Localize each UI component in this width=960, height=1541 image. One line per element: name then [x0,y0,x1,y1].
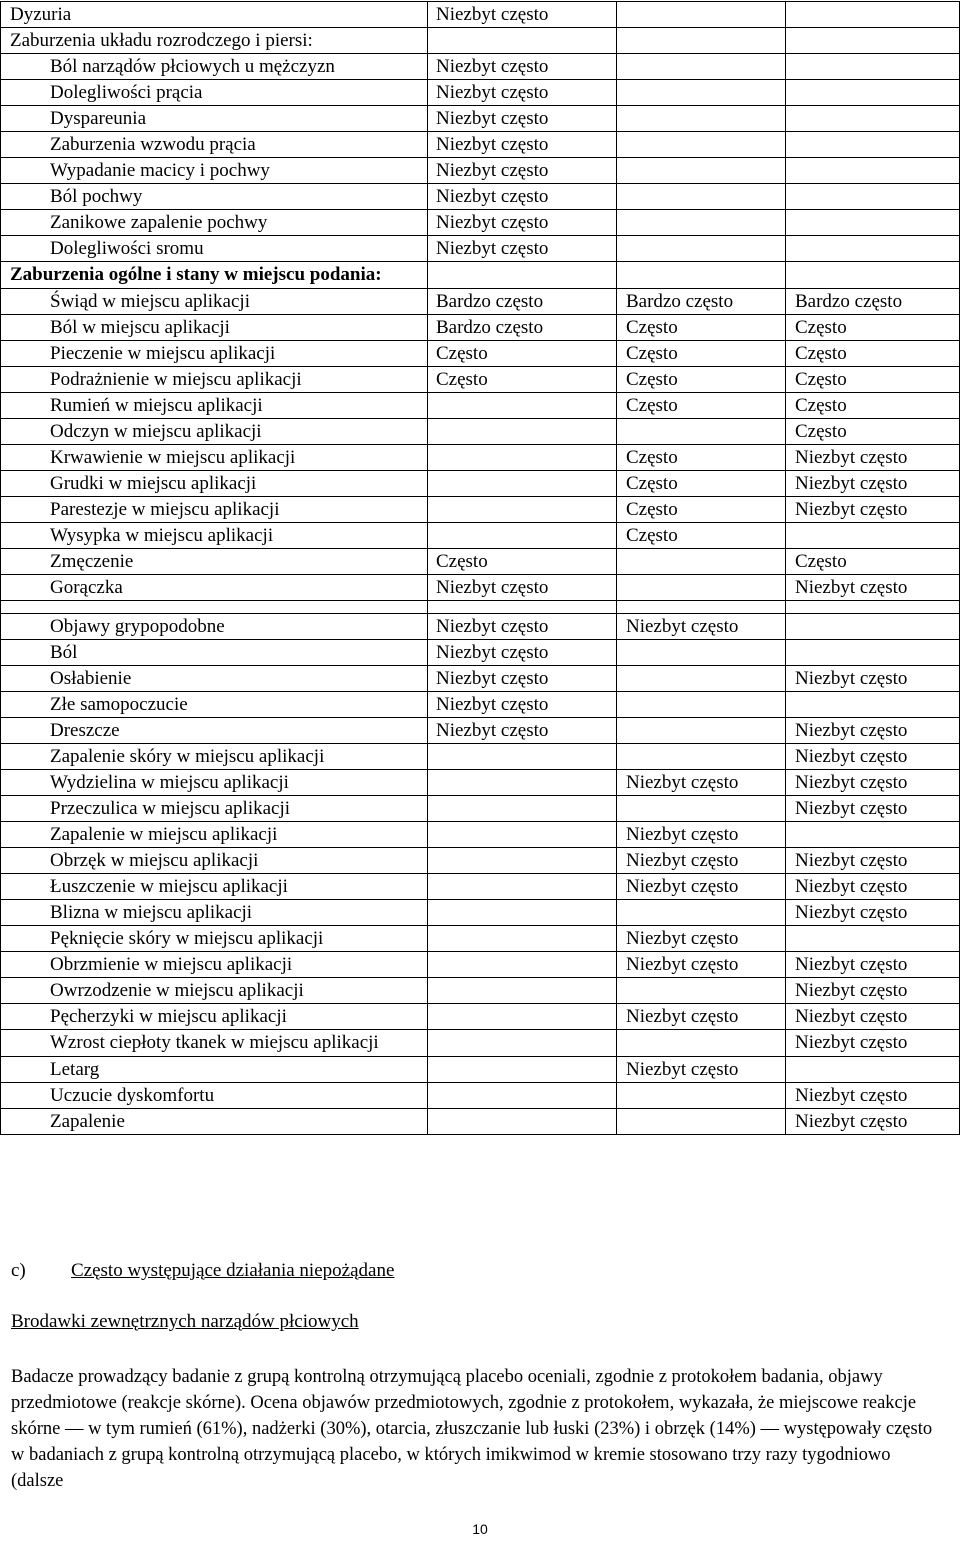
frequency-cell-c2: Niezbyt często [428,54,617,80]
frequency-cell-c2 [428,262,617,289]
frequency-cell-c4: Niezbyt często [786,1083,960,1109]
frequency-cell-c4: Niezbyt często [786,952,960,978]
frequency-cell-c2 [428,822,617,848]
frequency-cell-c3 [617,210,786,236]
frequency-cell-c2: Niezbyt często [428,158,617,184]
frequency-cell-c2 [428,1030,617,1057]
frequency-cell-c4 [786,523,960,549]
reaction-label: Wzrost ciepłoty tkanek w miejscu aplikacji [1,1030,428,1057]
table-row [1,28,960,54]
frequency-cell-c3 [617,575,786,601]
frequency-cell-c3: Często [617,523,786,549]
table-row [1,1083,960,1109]
frequency-cell-c4: Niezbyt często [786,471,960,497]
frequency-cell-c4: Często [786,549,960,575]
table-row [1,106,960,132]
table-row [1,497,960,523]
frequency-cell-c3: Niezbyt często [617,848,786,874]
table-row [1,236,960,262]
table-row [1,445,960,471]
frequency-cell-c3: Niezbyt często [617,1057,786,1083]
table-row [1,1057,960,1083]
frequency-cell-c2: Niezbyt często [428,80,617,106]
table-row [1,549,960,575]
frequency-cell-c4 [786,692,960,718]
reaction-label: Ból narządów płciowych u mężczyzn [1,54,428,80]
section-c-heading [11,1260,394,1282]
frequency-cell-c2 [428,28,617,54]
table-row [1,419,960,445]
reaction-label: Dolegliwości sromu [1,236,428,262]
frequency-cell-c4: Niezbyt często [786,1030,960,1057]
frequency-cell-c3 [617,601,786,614]
body-paragraph: Badacze prowadzący badanie z grupą kontrolną otrzymującą placebo oceniali, zgodnie z protokołem badania, objawy przedmiotowe (reakcje skórne). Ocena objawów przedmiotowych, zgodnie z protokołem, wykazała, że miejscowe reakcje skórne — w tym rumień (61%), nadżerki (30%), otarcia, złuszczanie lub łuski (23%) i obrzęk (14%) — występowały często w badaniach z grupą kontrolną otrzymującą placebo, w których imikwimod w kremie stosowano trzy razy tygodniowo (dalsze [11,1367,933,1491]
frequency-cell-c2: Niezbyt często [428,106,617,132]
frequency-cell-c3 [617,692,786,718]
table-row [1,744,960,770]
frequency-cell-c3 [617,158,786,184]
table-row [1,666,960,692]
frequency-cell-c2: Często [428,367,617,393]
frequency-cell-c3 [617,1083,786,1109]
frequency-cell-c2: Niezbyt często [428,210,617,236]
frequency-cell-c2: Niezbyt często [428,132,617,158]
table-row [1,1109,960,1135]
reaction-label: Pieczenie w miejscu aplikacji [1,341,428,367]
frequency-cell-c4 [786,614,960,640]
frequency-cell-c2 [428,926,617,952]
frequency-cell-c4: Niezbyt często [786,848,960,874]
frequency-cell-c2 [428,1004,617,1030]
table-row [1,54,960,80]
frequency-cell-c2: Niezbyt często [428,614,617,640]
frequency-cell-c4: Często [786,367,960,393]
frequency-cell-c4 [786,184,960,210]
frequency-cell-c4: Niezbyt często [786,718,960,744]
frequency-cell-c3 [617,106,786,132]
frequency-cell-c3 [617,132,786,158]
frequency-cell-c3 [617,262,786,289]
table-row [1,210,960,236]
row-heading: Dyzuria [1,2,428,28]
frequency-cell-c4 [786,132,960,158]
table-row [1,952,960,978]
adverse-reactions-table [0,1,960,1135]
table-spacer-row [1,601,960,614]
frequency-cell-c2 [428,744,617,770]
frequency-cell-c4 [786,158,960,184]
frequency-cell-c2: Niezbyt często [428,2,617,28]
frequency-cell-c2: Często [428,549,617,575]
reaction-label: Grudki w miejscu aplikacji [1,471,428,497]
frequency-cell-c2 [428,1057,617,1083]
frequency-cell-c2 [428,900,617,926]
reaction-label: Pęknięcie skóry w miejscu aplikacji [1,926,428,952]
frequency-cell-c3 [617,80,786,106]
reaction-label: Odczyn w miejscu aplikacji [1,419,428,445]
reaction-label: Zapalenie skóry w miejscu aplikacji [1,744,428,770]
frequency-cell-c4 [786,106,960,132]
table-row [1,393,960,419]
reaction-label: Letarg [1,1057,428,1083]
reaction-label: Owrzodzenie w miejscu aplikacji [1,978,428,1004]
frequency-cell-c4: Niezbyt często [786,445,960,471]
frequency-cell-c4: Niezbyt często [786,575,960,601]
reaction-label: Dolegliwości prącia [1,80,428,106]
table-row [1,822,960,848]
reaction-label: Zmęczenie [1,549,428,575]
frequency-cell-c4: Niezbyt często [786,796,960,822]
frequency-cell-c4 [786,1057,960,1083]
frequency-cell-c2 [428,601,617,614]
frequency-cell-c2 [428,978,617,1004]
frequency-cell-c3 [617,28,786,54]
frequency-cell-c3 [617,718,786,744]
page-number: 10 [472,1521,488,1537]
frequency-cell-c2: Niezbyt często [428,236,617,262]
frequency-cell-c2: Bardzo często [428,289,617,315]
frequency-cell-c2: Niezbyt często [428,718,617,744]
frequency-cell-c4: Często [786,419,960,445]
frequency-cell-c3: Bardzo często [617,289,786,315]
reaction-label: Wysypka w miejscu aplikacji [1,523,428,549]
frequency-cell-c4 [786,54,960,80]
frequency-cell-c4: Niezbyt często [786,666,960,692]
table-row [1,1004,960,1030]
frequency-cell-c4: Często [786,315,960,341]
frequency-cell-c3: Niezbyt często [617,614,786,640]
frequency-cell-c4: Bardzo często [786,289,960,315]
reaction-label: Świąd w miejscu aplikacji [1,289,428,315]
table-row [1,2,960,28]
frequency-cell-c3 [617,1030,786,1057]
frequency-cell-c4 [786,926,960,952]
section-c-marker: c) [11,1260,26,1281]
reaction-label: Zanikowe zapalenie pochwy [1,210,428,236]
frequency-cell-c2 [428,393,617,419]
table-row [1,289,960,315]
frequency-cell-c4: Niezbyt często [786,497,960,523]
reaction-label: Obrzęk w miejscu aplikacji [1,848,428,874]
reaction-label: Objawy grypopodobne [1,614,428,640]
table-row [1,692,960,718]
reaction-label: Wydzielina w miejscu aplikacji [1,770,428,796]
frequency-cell-c3: Często [617,393,786,419]
frequency-cell-c4: Niezbyt często [786,1004,960,1030]
frequency-cell-c2: Niezbyt często [428,666,617,692]
frequency-cell-c3 [617,640,786,666]
frequency-cell-c3: Niezbyt często [617,952,786,978]
frequency-cell-c4 [786,28,960,54]
frequency-cell-c2 [428,471,617,497]
table-row [1,770,960,796]
frequency-cell-c4 [786,210,960,236]
subsection-heading: Brodawki zewnętrznych narządów płciowych [11,1311,359,1332]
reaction-label: Podrażnienie w miejscu aplikacji [1,367,428,393]
frequency-cell-c3: Niezbyt często [617,822,786,848]
frequency-cell-c2: Bardzo często [428,315,617,341]
reaction-label: Uczucie dyskomfortu [1,1083,428,1109]
table-row [1,523,960,549]
frequency-cell-c2: Niezbyt często [428,640,617,666]
frequency-cell-c3: Niezbyt często [617,926,786,952]
frequency-cell-c4: Niezbyt często [786,1109,960,1135]
reaction-label: Dyspareunia [1,106,428,132]
table-row [1,926,960,952]
frequency-cell-c2 [428,497,617,523]
table-row [1,718,960,744]
frequency-cell-c3: Często [617,497,786,523]
frequency-cell-c2: Niezbyt często [428,184,617,210]
frequency-cell-c3 [617,1109,786,1135]
frequency-cell-c2 [428,445,617,471]
reaction-label: Zaburzenia wzwodu prącia [1,132,428,158]
frequency-cell-c2 [428,419,617,445]
frequency-cell-c3 [617,796,786,822]
frequency-cell-c2: Często [428,341,617,367]
table-row [1,796,960,822]
frequency-cell-c4: Niezbyt często [786,900,960,926]
reaction-label: Ból [1,640,428,666]
section-c-title: Często występujące działania niepożądane [71,1260,395,1281]
table-row [1,575,960,601]
table-row [1,640,960,666]
frequency-cell-c4: Niezbyt często [786,874,960,900]
frequency-cell-c3 [617,419,786,445]
table-row [1,341,960,367]
frequency-cell-c2 [428,874,617,900]
reaction-label: Przeczulica w miejscu aplikacji [1,796,428,822]
table-row [1,471,960,497]
reaction-label: Zapalenie w miejscu aplikacji [1,822,428,848]
reaction-label: Parestezje w miejscu aplikacji [1,497,428,523]
table-row [1,1030,960,1057]
frequency-cell-c3: Niezbyt często [617,874,786,900]
table-row [1,367,960,393]
frequency-cell-c4: Niezbyt często [786,744,960,770]
frequency-cell-c3: Często [617,471,786,497]
reaction-label: Łuszczenie w miejscu aplikacji [1,874,428,900]
reaction-label: Złe samopoczucie [1,692,428,718]
reaction-label: Krwawienie w miejscu aplikacji [1,445,428,471]
reaction-label: Gorączka [1,575,428,601]
frequency-cell-c2 [428,770,617,796]
frequency-cell-c4: Niezbyt często [786,978,960,1004]
reaction-label: Ból w miejscu aplikacji [1,315,428,341]
frequency-cell-c4 [786,236,960,262]
table-row [1,262,960,289]
frequency-cell-c4: Często [786,341,960,367]
table-row [1,158,960,184]
table-row [1,80,960,106]
frequency-cell-c2 [428,796,617,822]
frequency-cell-c3 [617,978,786,1004]
frequency-cell-c4 [786,262,960,289]
frequency-cell-c3 [617,744,786,770]
reaction-label: Osłabienie [1,666,428,692]
table-row [1,614,960,640]
table-row [1,874,960,900]
frequency-cell-c2 [428,1083,617,1109]
frequency-cell-c4 [786,2,960,28]
reaction-label: Wypadanie macicy i pochwy [1,158,428,184]
frequency-cell-c2 [428,523,617,549]
reaction-label [1,601,428,614]
frequency-cell-c4 [786,80,960,106]
frequency-cell-c3: Niezbyt często [617,770,786,796]
frequency-cell-c3 [617,549,786,575]
table-row [1,184,960,210]
frequency-cell-c4 [786,601,960,614]
frequency-cell-c3: Niezbyt często [617,1004,786,1030]
reaction-label: Pęcherzyki w miejscu aplikacji [1,1004,428,1030]
table-row [1,900,960,926]
frequency-cell-c3 [617,236,786,262]
row-heading: Zaburzenia układu rozrodczego i piersi: [1,28,428,54]
frequency-cell-c2 [428,848,617,874]
frequency-cell-c3 [617,666,786,692]
frequency-cell-c3 [617,900,786,926]
reaction-label: Obrzmienie w miejscu aplikacji [1,952,428,978]
table-row [1,848,960,874]
reaction-label: Rumień w miejscu aplikacji [1,393,428,419]
frequency-cell-c3 [617,184,786,210]
table-row [1,978,960,1004]
reaction-label: Zapalenie [1,1109,428,1135]
table-row [1,315,960,341]
reaction-label: Blizna w miejscu aplikacji [1,900,428,926]
frequency-cell-c2 [428,952,617,978]
frequency-cell-c4 [786,640,960,666]
frequency-cell-c4 [786,822,960,848]
frequency-cell-c2 [428,1109,617,1135]
adverse-reactions-table-body [1,2,960,1135]
frequency-cell-c2: Niezbyt często [428,575,617,601]
frequency-cell-c3 [617,2,786,28]
reaction-label: Ból pochwy [1,184,428,210]
table-row [1,132,960,158]
frequency-cell-c4: Często [786,393,960,419]
frequency-cell-c3: Często [617,367,786,393]
frequency-cell-c4: Niezbyt często [786,770,960,796]
frequency-cell-c2: Niezbyt często [428,692,617,718]
frequency-cell-c3 [617,54,786,80]
frequency-cell-c3: Często [617,445,786,471]
reaction-label: Dreszcze [1,718,428,744]
frequency-cell-c3: Często [617,341,786,367]
row-heading: Zaburzenia ogólne i stany w miejscu podania: [1,262,428,289]
frequency-cell-c3: Często [617,315,786,341]
